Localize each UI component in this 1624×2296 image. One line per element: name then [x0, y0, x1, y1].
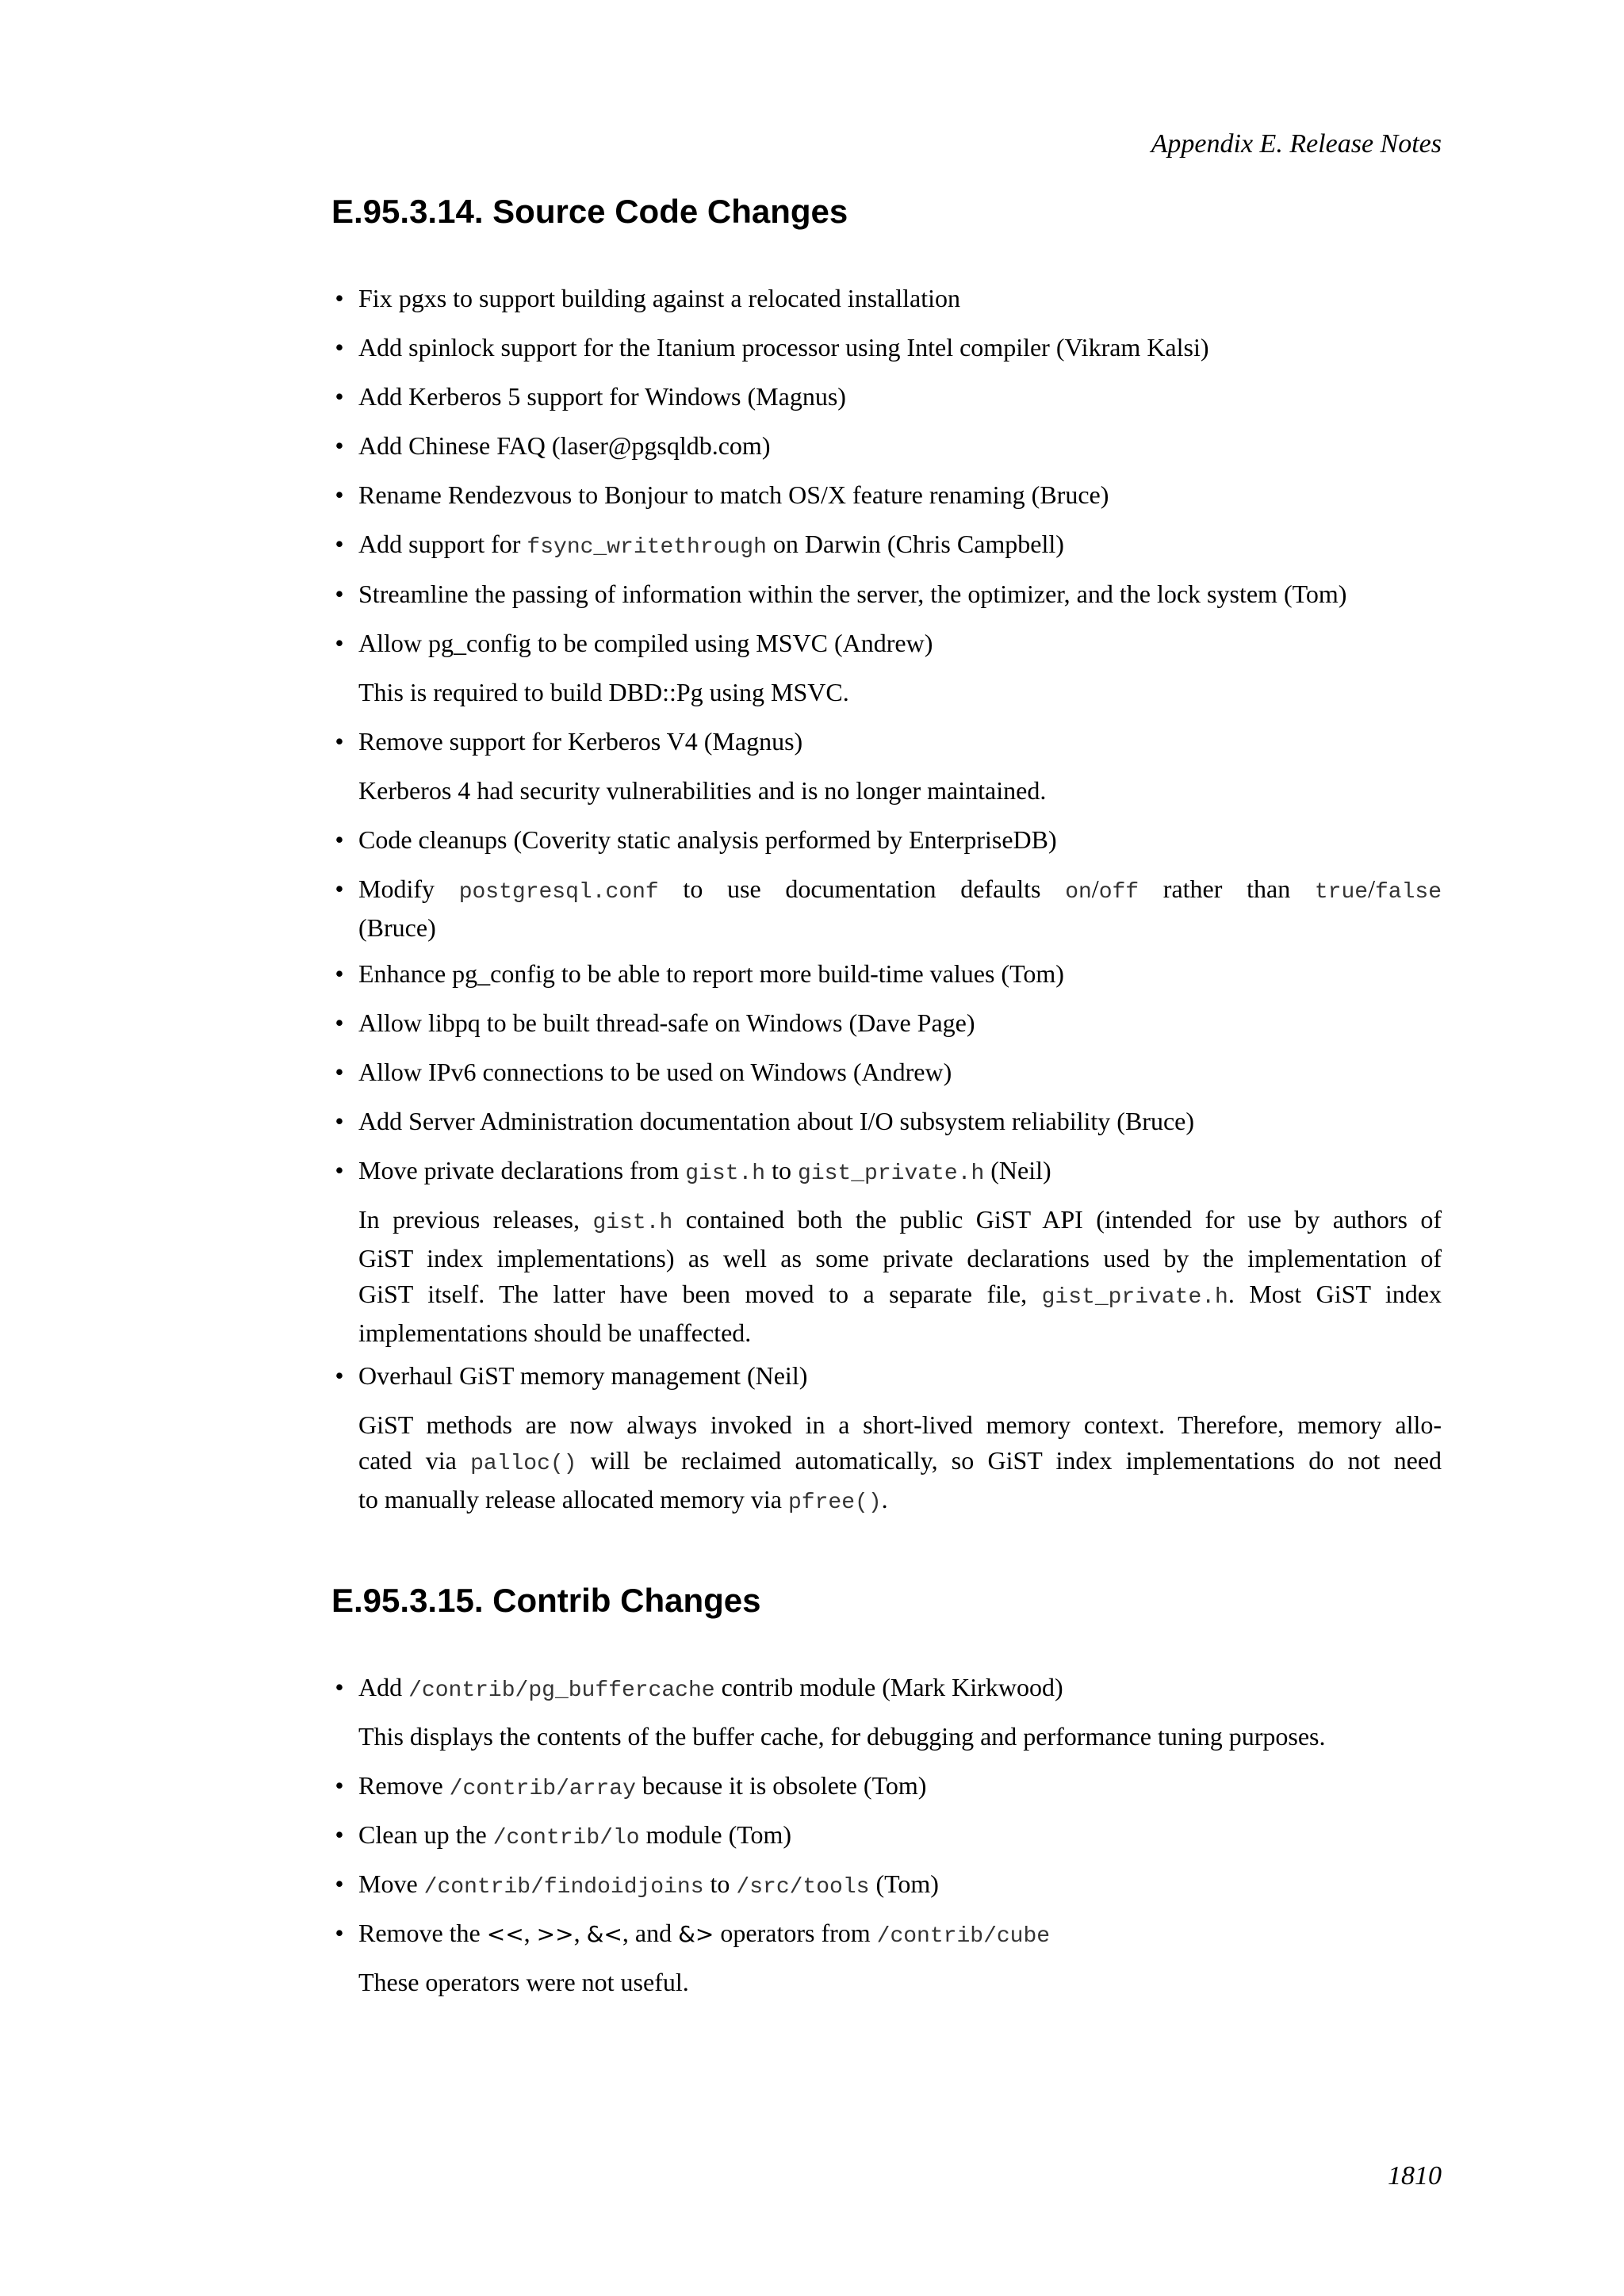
list-item: • Add support for fsync_writethrough on Darwin (Chris Campbell) — [358, 526, 1442, 565]
operator-symbol: << — [486, 1921, 524, 1947]
code-literal: palloc() — [470, 1452, 577, 1476]
code-literal: postgresql.conf — [458, 880, 659, 905]
list-item: • Fix pgxs to support building against a relocated installation — [358, 281, 1442, 316]
bullet: • — [335, 480, 344, 509]
section-title-source-code-changes: E.95.3.14. Source Code Changes — [331, 193, 848, 230]
list-item: • Add Chinese FAQ (laser@pgsqldb.com) — [358, 428, 1442, 464]
bullet: • — [335, 431, 344, 460]
code-literal: /contrib/cube — [876, 1924, 1051, 1949]
bullet: • — [335, 284, 344, 312]
item-note: GiST methods are now always invoked in a short-lived memory context. Therefore, memory allo- cated via palloc() will be reclaimed automatically, so GiST index implementations do not need to manually release allocated memory via pfree(). — [358, 1410, 1442, 1515]
list-item: • Add /contrib/pg_buffercache contrib module (Mark Kirkwood) — [358, 1670, 1442, 1709]
bullet: • — [335, 1058, 344, 1086]
operator-symbol: >> — [536, 1921, 574, 1947]
bullet: • — [335, 629, 344, 657]
code-literal: fsync_writethrough — [527, 535, 767, 560]
list-item: • Allow IPv6 connections to be used on Windows (Andrew) — [358, 1054, 1442, 1090]
bullet: • — [335, 333, 344, 362]
bullet: • — [335, 580, 344, 608]
list-item: • Overhaul GiST memory management (Neil) — [358, 1358, 1442, 1394]
list-item: • Move /contrib/findoidjoins to /src/tools (Tom) — [358, 1866, 1442, 1905]
list-item: • Code cleanups (Coverity static analysis performed by EnterpriseDB) — [358, 822, 1442, 858]
bullet: • — [335, 1673, 344, 1701]
bullet: • — [335, 1919, 344, 1947]
page-number: 1810 — [1388, 2161, 1442, 2191]
code-literal: gist_private.h — [1041, 1285, 1228, 1310]
list-item: • Add Kerberos 5 support for Windows (Magnus) — [358, 379, 1442, 415]
list-item: • Streamline the passing of information within the server, the optimizer, and the lock system (Tom) — [358, 576, 1442, 612]
item-note: In previous releases, gist.h contained both the public GiST API (intended for use by authors of GiST index implementations) as well as some private declarations used by the implementation of GiST itself. The latter have been moved to a separate file, gist_private.h. Most GiST index implementations should be unaffected. — [358, 1205, 1442, 1347]
list-item: • Clean up the /contrib/lo module (Tom) — [358, 1817, 1442, 1856]
bullet: • — [335, 1771, 344, 1800]
list-item: • Remove /contrib/array because it is obsolete (Tom) — [358, 1768, 1442, 1807]
section-title-contrib-changes: E.95.3.15. Contrib Changes — [331, 1582, 761, 1619]
code-literal: gist_private.h — [798, 1161, 985, 1186]
code-literal: /contrib/pg_buffercache — [408, 1678, 715, 1703]
code-literal: /contrib/findoidjoins — [423, 1875, 704, 1900]
item-note: These operators were not useful. — [358, 1968, 689, 1996]
list-item: • Add Server Administration documentation about I/O subsystem reliability (Bruce) — [358, 1104, 1442, 1139]
bullet: • — [335, 959, 344, 988]
bullet: • — [335, 825, 344, 854]
bullet: • — [335, 1869, 344, 1898]
list-item: • Allow pg_config to be compiled using MSVC (Andrew) — [358, 626, 1442, 661]
bullet: • — [335, 1820, 344, 1849]
bullet: • — [335, 382, 344, 411]
code-literal: pfree() — [788, 1490, 882, 1515]
code-literal: /contrib/lo — [492, 1826, 640, 1850]
code-literal: true — [1314, 880, 1369, 905]
item-note: This displays the contents of the buffer cache, for debugging and performance tuning purposes. — [358, 1722, 1326, 1751]
list-item: • Enhance pg_config to be able to report more build-time values (Tom) — [358, 956, 1442, 992]
list-item: • Add spinlock support for the Itanium processor using Intel compiler (Vikram Kalsi) — [358, 330, 1442, 365]
bullet: • — [335, 1156, 344, 1184]
bullet: • — [335, 530, 344, 558]
code-literal: off — [1098, 880, 1139, 905]
list-item: • Rename Rendezvous to Bonjour to match OS/X feature renaming (Bruce) — [358, 477, 1442, 513]
code-literal: gist.h — [685, 1161, 766, 1186]
code-literal: /contrib/array — [449, 1777, 636, 1801]
operator-symbol: &> — [678, 1921, 714, 1947]
running-header: Appendix E. Release Notes — [1151, 129, 1442, 159]
code-literal: gist.h — [592, 1211, 673, 1235]
list-item: • Modify postgresql.conf to use documentation defaults on/off rather than true/false (Bruce) — [358, 871, 1442, 946]
bullet: • — [335, 874, 344, 903]
bullet: • — [335, 1361, 344, 1390]
list-item: • Allow libpq to be built thread-safe on Windows (Dave Page) — [358, 1005, 1442, 1041]
bullet: • — [335, 727, 344, 756]
list-item: • Remove the <<, >>, &<, and &> operators from /contrib/cube — [358, 1915, 1442, 1954]
code-literal: /src/tools — [736, 1875, 870, 1900]
item-note: Kerberos 4 had security vulnerabilities and is no longer maintained. — [358, 776, 1047, 805]
operator-symbol: &< — [586, 1921, 622, 1947]
list-item: • Move private declarations from gist.h to gist_private.h (Neil) — [358, 1153, 1442, 1192]
code-literal: false — [1374, 880, 1442, 905]
bullet: • — [335, 1107, 344, 1135]
list-item: • Remove support for Kerberos V4 (Magnus) — [358, 724, 1442, 760]
bullet: • — [335, 1008, 344, 1037]
code-literal: on — [1065, 880, 1092, 905]
item-note: This is required to build DBD::Pg using MSVC. — [358, 678, 849, 706]
